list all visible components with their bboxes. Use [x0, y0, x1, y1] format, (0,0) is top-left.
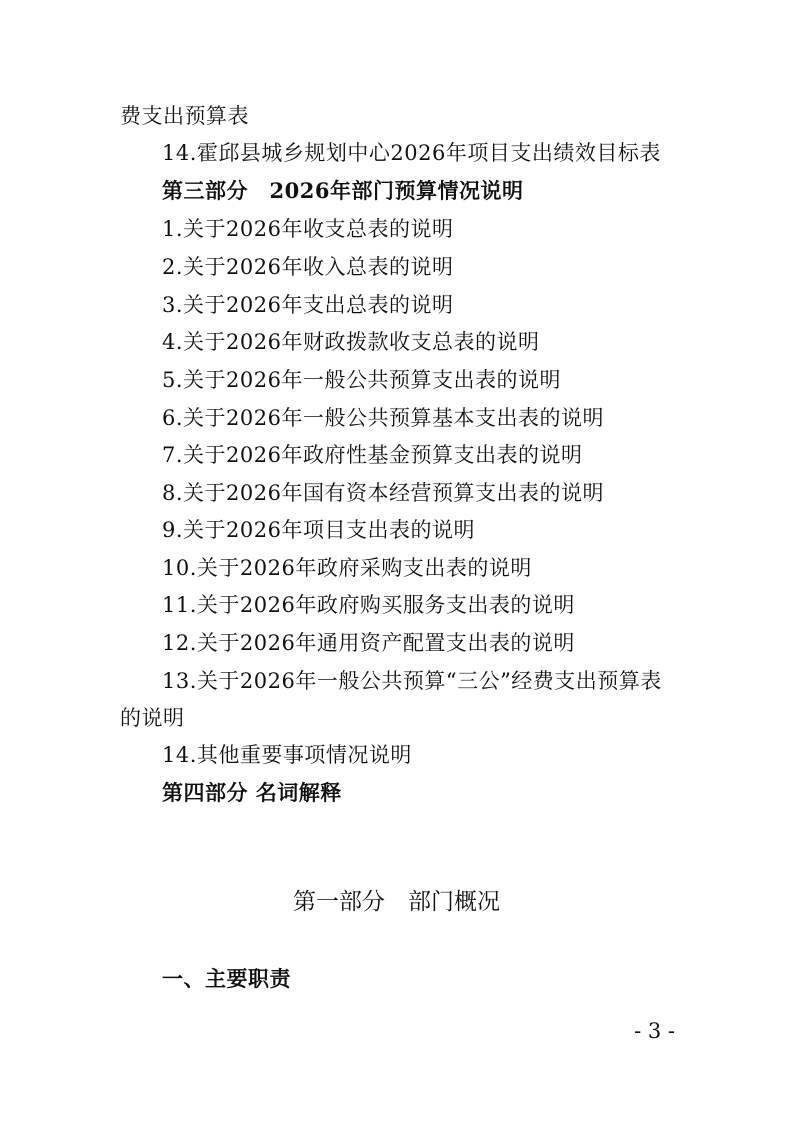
- toc-item-11: 11.关于2026年政府购买服务支出表的说明: [162, 593, 575, 617]
- section-title: 第一部分 部门概况: [293, 889, 500, 915]
- toc-item-6: 6.关于2026年一般公共预算基本支出表的说明: [162, 406, 604, 430]
- toc-item-3: 3.关于2026年支出总表的说明: [162, 293, 454, 317]
- toc-item-10: 10.关于2026年政府采购支出表的说明: [162, 556, 532, 580]
- toc-item-1: 1.关于2026年收支总表的说明: [162, 217, 454, 241]
- toc-item-8: 8.关于2026年国有资本经营预算支出表的说明: [162, 481, 604, 505]
- toc-item-7: 7.关于2026年政府性基金预算支出表的说明: [162, 443, 583, 467]
- toc-part-four-heading: 第四部分 名词解释: [162, 781, 342, 805]
- toc-part-three-heading: 第三部分 2026年部门预算情况说明: [162, 178, 524, 203]
- page-number: - 3 -: [634, 1019, 675, 1043]
- section-subheading: 一、主要职责: [162, 967, 291, 991]
- toc-item-13: 13.关于2026年一般公共预算“三公”经费支出预算表: [162, 669, 662, 693]
- toc-item-12: 12.关于2026年通用资产配置支出表的说明: [162, 631, 575, 655]
- toc-item-13-continuation: 的说明: [120, 706, 185, 730]
- toc-item-2: 2.关于2026年收入总表的说明: [162, 255, 454, 279]
- toc-item-14: 14.其他重要事项情况说明: [162, 743, 412, 767]
- toc-item-9: 9.关于2026年项目支出表的说明: [162, 518, 475, 542]
- toc-line-continuation: 费支出预算表: [120, 104, 249, 128]
- toc-item-4: 4.关于2026年财政拨款收支总表的说明: [162, 330, 540, 354]
- toc-line-14: 14.霍邱县城乡规划中心2026年项目支出绩效目标表: [162, 141, 661, 165]
- toc-item-5: 5.关于2026年一般公共预算支出表的说明: [162, 368, 561, 392]
